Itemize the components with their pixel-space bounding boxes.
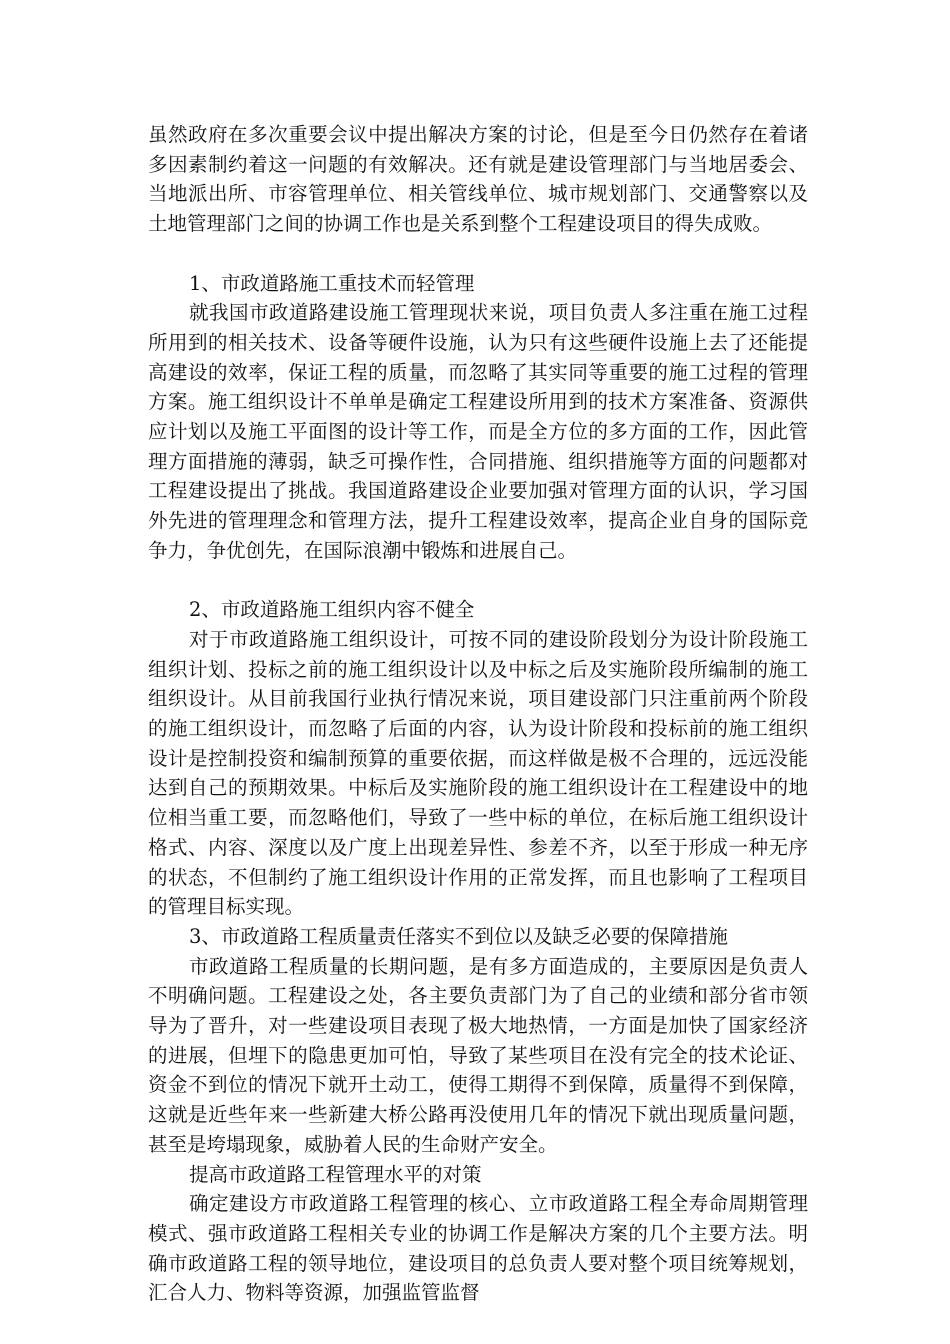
- section-heading-3: 3、市政道路工程质量责任落实不到位以及缺乏必要的保障措施: [189, 924, 728, 948]
- body-paragraph-4: 确定建设方市政道路工程管理的核心、立市政道路工程全寿命周期管理模式、强市政道路工程相关专业的协调工作是解决方案的几个主要方法。明确市政道路工程的领导地位，建设项目的总负责人要对整个项目统筹规划，汇合人力、物料等资源，加强监管监督: [148, 1192, 808, 1305]
- paragraph-spacer: [148, 566, 808, 596]
- body-paragraph-1: 就我国市政道路建设施工管理现状来说，项目负责人多注重在施工过程所用到的相关技术、设备等硬件设施，认为只有这些硬件设施上去了还能提高建设的效率，保证工程的质量，而忽略了其实同等重要的施工过程的管理方案。施工组织设计不单单是确定工程建设所用到的技术方案准备、资源供应计划以及施工平面图的设计等工作，而是全方位的多方面的工作，因此管理方面措施的薄弱，缺乏可操作性，合同措施、组织措施等方面的问题都对工程建设提出了挑战。我国道路建设企业要加强对管理方面的认识，学习国外先进的管理理念和管理方法，提升工程建设效率，提高企业自身的国际竞争力，争优创先，在国际浪潮中锻炼和进展自己。: [148, 301, 808, 562]
- body-paragraph-3: 市政道路工程质量的长期问题，是有多方面造成的，主要原因是负责人不明确问题。工程建设之处，各主要负责部门为了自己的业绩和部分省市领导为了晋升，对一些建设项目表现了极大地热情，一方面是加快了国家经济的进展，但埋下的隐患更加可怕，导致了某些项目在没有完全的技术论证、资金不到位的情况下就开土动工，使得工期得不到保障，质量得不到保障，这就是近些年来一些新建大桥公路再没使用几年的情况下就出现质量问题，甚至是垮塌现象，威胁着人民的生命财产安全。: [148, 954, 808, 1156]
- section-heading-1: 1、市政道路施工重技术而轻管理: [189, 271, 475, 295]
- section-heading-4: 提高市政道路工程管理水平的对策: [189, 1162, 482, 1186]
- section-heading-2: 2、市政道路施工组织内容不健全: [189, 598, 475, 622]
- document-body: [148, 120, 808, 1308]
- body-paragraph-2: 对于市政道路施工组织设计，可按不同的建设阶段划分为设计阶段施工组织计划、投标之前的施工组织设计以及中标之后及实施阶段所编制的施工组织设计。从目前我国行业执行情况来说，项目建设部门只注重前两个阶段的施工组织设计，而忽略了后面的内容，认为设计阶段和投标前的施工组织设计是控制投资和编制预算的重要依据，而这样做是极不合理的，远远没能达到自己的预期效果。中标后及实施阶段的施工组织设计在工程建设中的地位相当重工要，而忽略他们，导致了一些中标的单位，在标后施工组织设计格式、内容、深度以及广度上出现差异性、参差不齐，以至于形成一种无序的状态，不但制约了施工组织设计作用的正常发挥，而且也影响了工程项目的管理目标实现。: [148, 627, 808, 919]
- body-paragraph-intro: 虽然政府在多次重要会议中提出解决方案的讨论，但是至今日仍然存在着诸多因素制约着这一问题的有效解决。还有就是建设管理部门与当地居委会、当地派出所、市容管理单位、相关管线单位、城市规划部门、交通警察以及土地管理部门之间的协调工作也是关系到整个工程建设项目的得失成败。: [148, 123, 808, 236]
- paragraph-spacer: [148, 239, 808, 269]
